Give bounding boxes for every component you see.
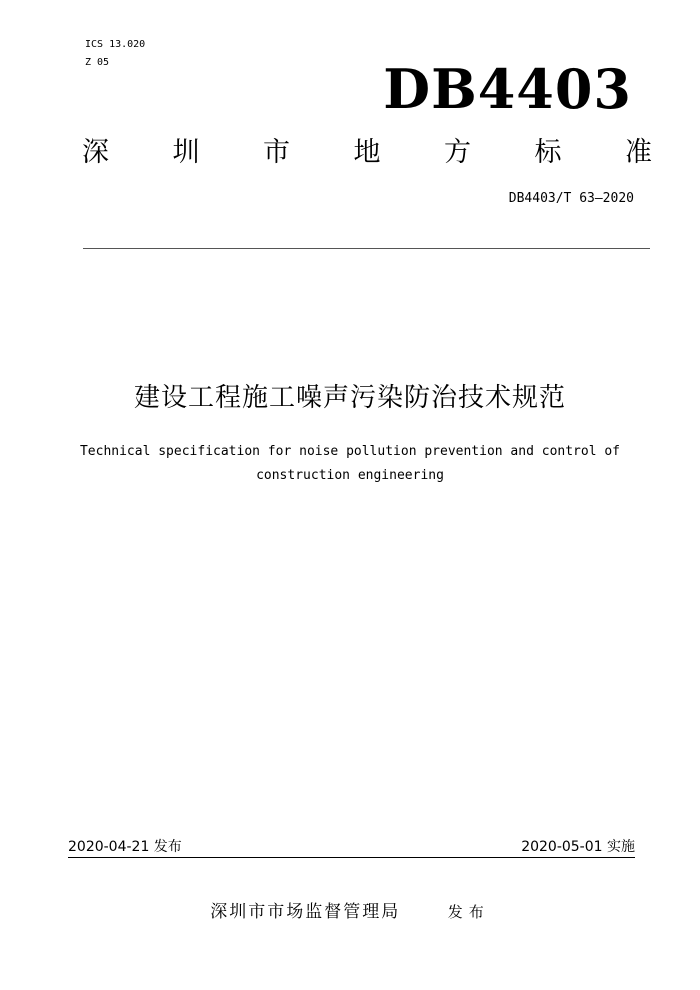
implementation-date: 2020-05-01 实施	[521, 839, 635, 855]
title-english-line: Technical specification for noise pollution prevention and control of	[79, 444, 621, 459]
standard-type-char: 市	[263, 137, 290, 168]
standard-type-char: 准	[625, 137, 652, 168]
date-row	[68, 838, 635, 856]
publisher-line	[0, 900, 700, 924]
standard-type-char: 深	[82, 137, 109, 168]
footer-divider	[68, 857, 635, 858]
document-title-chinese: 建设工程施工噪声污染防治技术规范	[133, 383, 566, 413]
title-english-line: construction engineering	[256, 468, 444, 483]
classification-codes	[85, 36, 145, 72]
ics-code: ICS 13.020	[85, 39, 146, 50]
standard-type-char: 圳	[172, 137, 200, 168]
standard-type-char: 方	[444, 137, 471, 168]
header-divider	[83, 248, 650, 249]
standard-number: DB4403/T 63—2020	[508, 191, 634, 206]
standard-type-heading	[82, 136, 652, 170]
standard-type-char: 标	[534, 137, 562, 168]
ccs-code: Z 05	[85, 57, 110, 68]
issue-date: 2020-04-21 发布	[68, 839, 182, 855]
document-title-english	[50, 440, 650, 488]
publish-label: 发布	[447, 903, 490, 921]
standard-logo: DB4403	[383, 57, 632, 121]
standard-type-char: 地	[353, 137, 381, 168]
publisher-name: 深圳市市场监督管理局	[210, 902, 401, 922]
